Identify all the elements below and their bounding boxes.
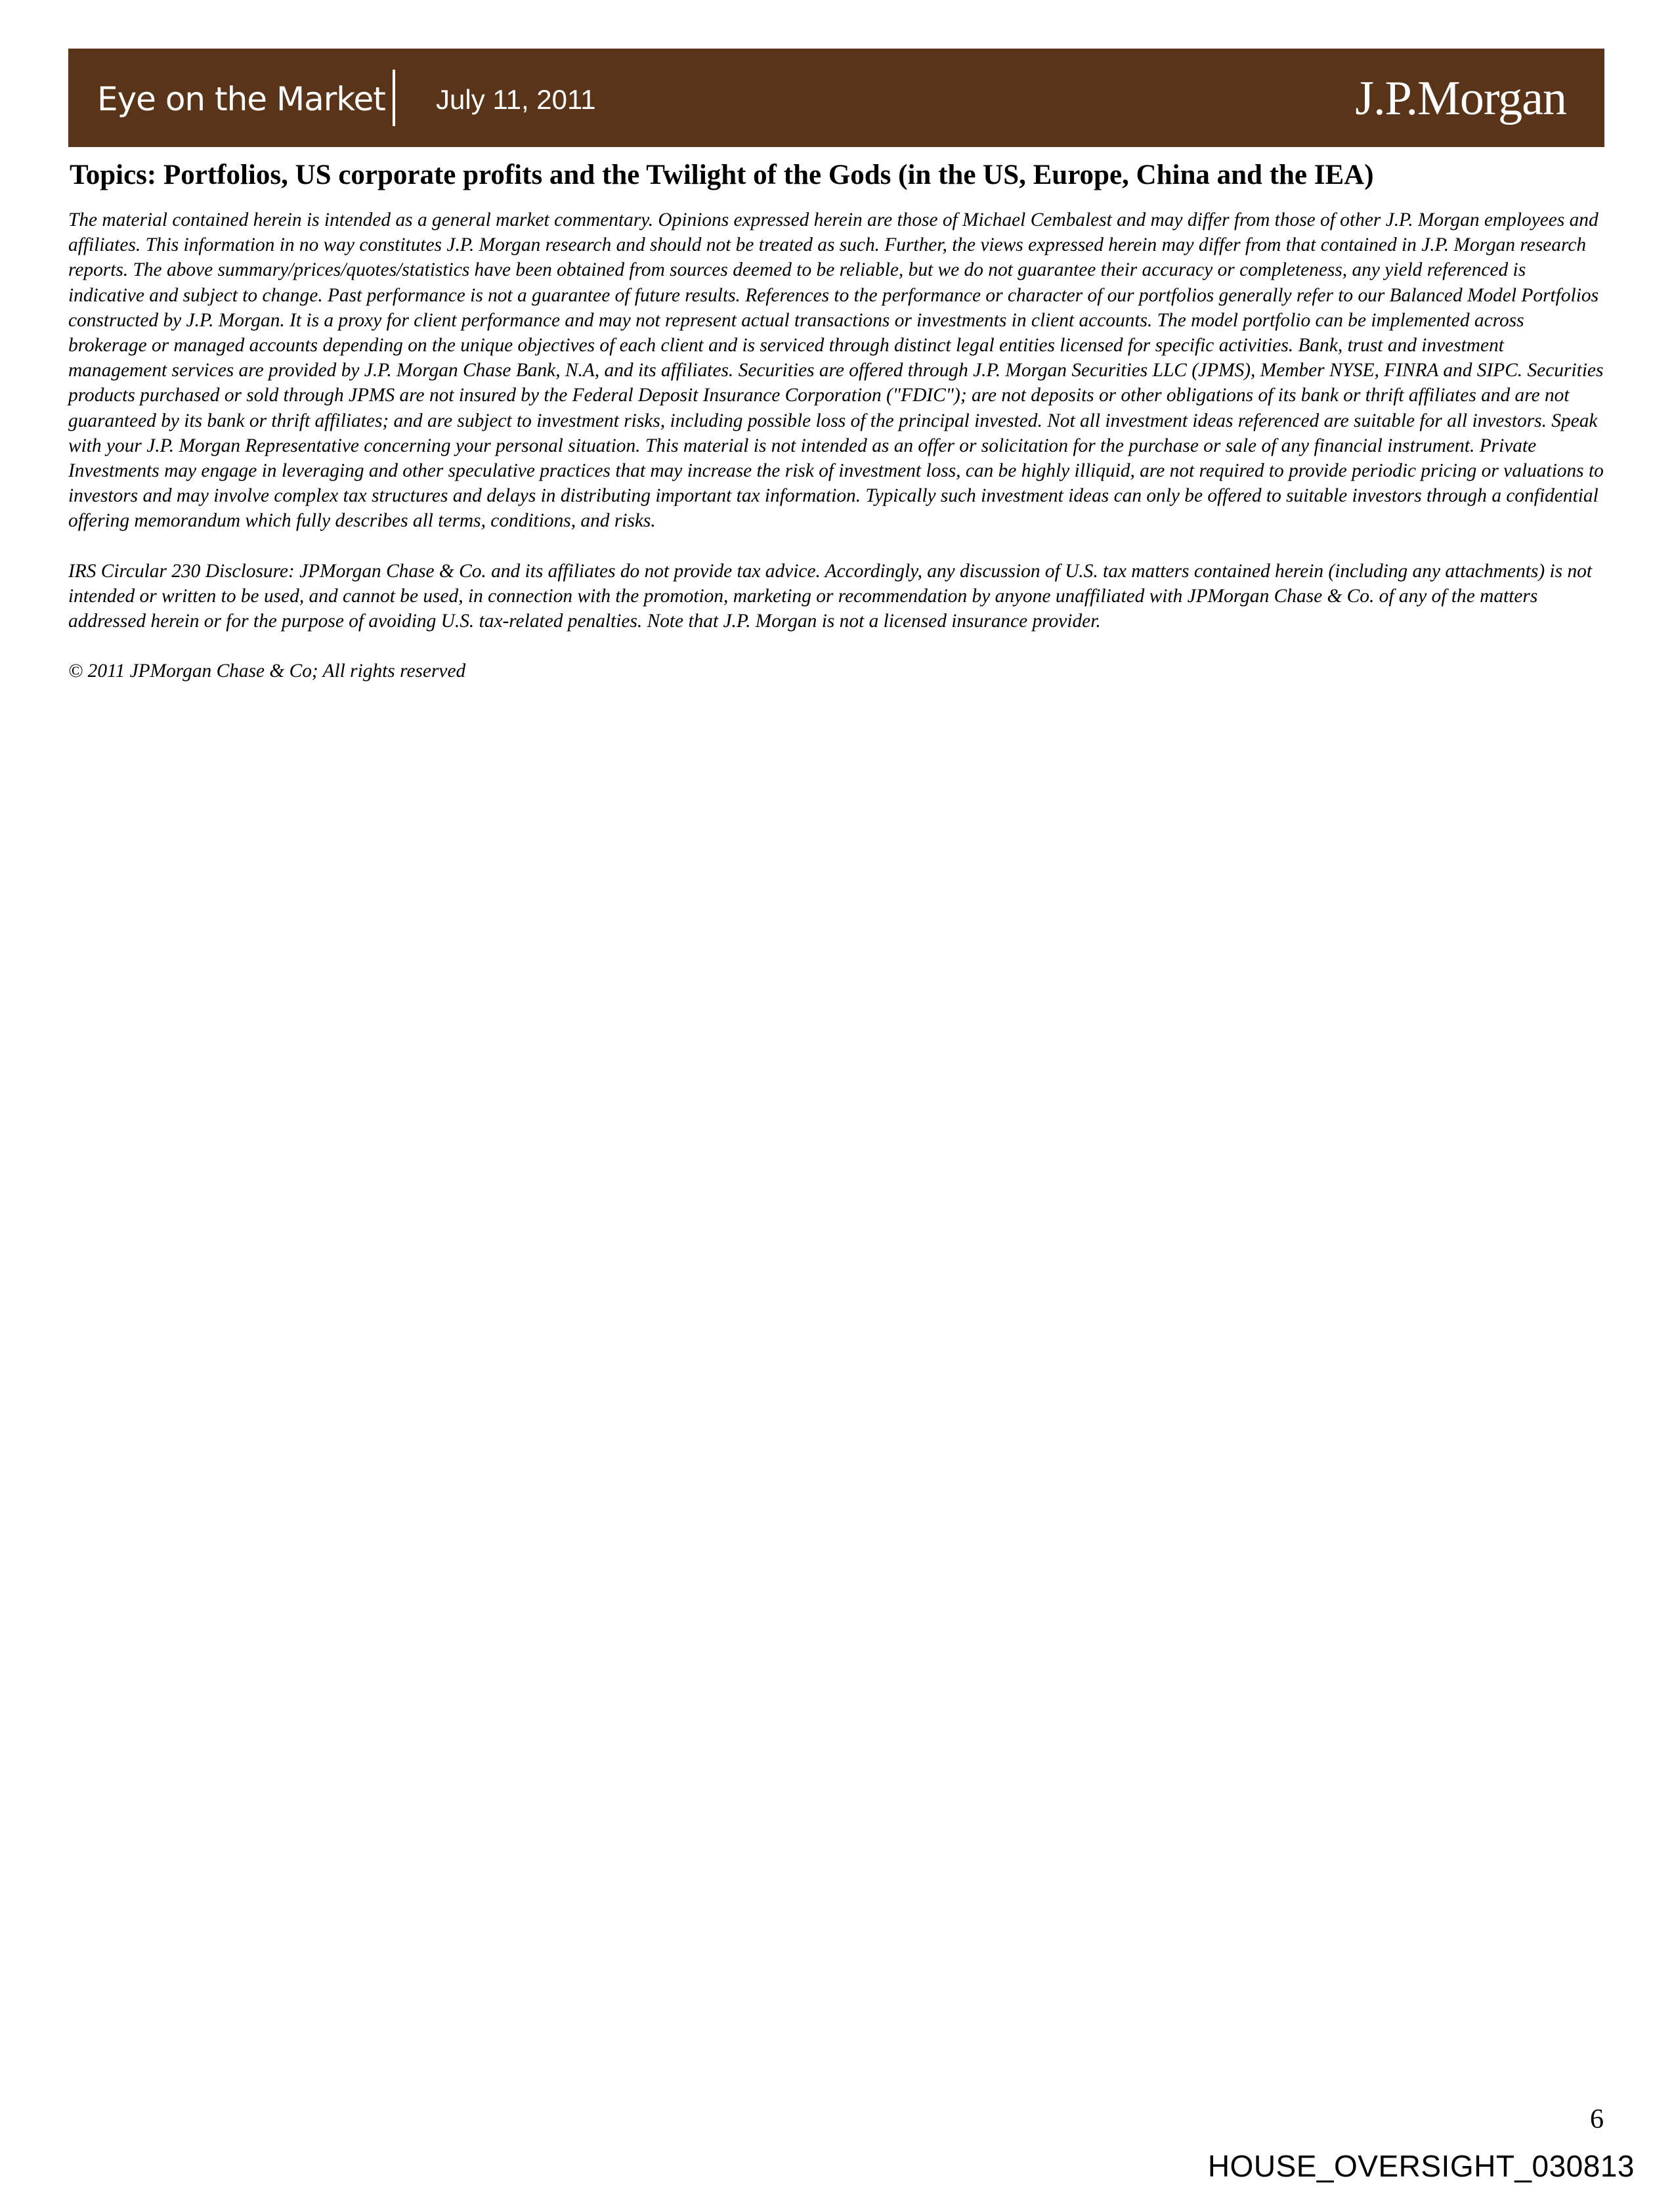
jpmorgan-logo: J.P.Morgan [1355,72,1566,125]
page-number: 6 [1590,2104,1604,2135]
irs-circular-disclosure: IRS Circular 230 Disclosure: JPMorgan Chase & Co. and its affiliates do not provide tax advice. Accordingly, any discussion of U.S. tax matters contained herein (including any attachments) is not intended or written to be used, and cannot be used, in connection with the promotion, marketing or recommendation by anyone unaffiliated with JPMorgan Chase & Co. of any of the matters addressed herein or for the purpose of avoiding U.S. tax-related penalties. Note that J.P. Morgan is not a licensed insurance provider. [68,560,1593,632]
header-banner [68,49,1604,147]
series-title: Eye on the Market [97,80,385,118]
disclaimer-section [68,207,1604,708]
header-divider [393,70,395,126]
bates-stamp: HOUSE_OVERSIGHT_030813 [1207,2149,1635,2183]
copyright-notice: © 2011 JPMorgan Chase & Co; All rights reserved [68,661,466,682]
general-disclaimer: The material contained herein is intended as a general market commentary. Opinions expressed herein are those of Michael Cembalest and may differ from those of other J.P. Morgan employees and affiliates. This information in no way constitutes J.P. Morgan research and should not be treated as such. Further, the views expressed herein may differ from that contained in J.P. Morgan research reports. The above summary/prices/quotes/statistics have been obtained from sources deemed to be reliable, but we do not guarantee their accuracy or completeness, any yield referenced is indicative and subject to change. Past performance is not a guarantee of future results. References to the performance or character of our portfolios generally refer to our Balanced Model Portfolios constructed by J.P. Morgan. It is a proxy for client performance and may not represent actual transactions or investments in client accounts. The model portfolio can be implemented across brokerage or managed accounts depending on the unique objectives of each client and is serviced through distinct legal entities licensed for specific activities. Bank, trust and investment management services are provided by J.P. Morgan Chase Bank, N.A, and its affiliates. Securities are offered through J.P. Morgan Securities LLC (JPMS), Member NYSE, FINRA and SIPC. Securities products purchased or sold through JPMS are not insured by the Federal Deposit Insurance Corporation ("FDIC"); are not deposits or other obligations of its bank or thrift affiliates and are not guaranteed by its bank or thrift affiliates; and are subject to investment risks, including possible loss of the principal invested. Not all investment ideas referenced are suitable for all investors. Speak with your J.P. Morgan Representative concerning your personal situation. This material is not intended as an offer or solicitation for the purchase or sale of any financial instrument. Private Investments may engage in leveraging and other speculative practices that may increase the risk of investment loss, can be highly illiquid, are not required to provide periodic pricing or valuations to investors and may involve complex tax structures and delays in distributing important tax information. Typically such investment ideas can only be offered to suitable investors through a confidential offering memorandum which fully describes all terms, conditions, and risks. [68,209,1604,532]
publication-date: July 11, 2011 [436,84,596,115]
topics-heading: Topics: Portfolios, US corporate profits and the Twilight of the Gods (in the US, Europe, China and the IEA) [70,160,1374,190]
